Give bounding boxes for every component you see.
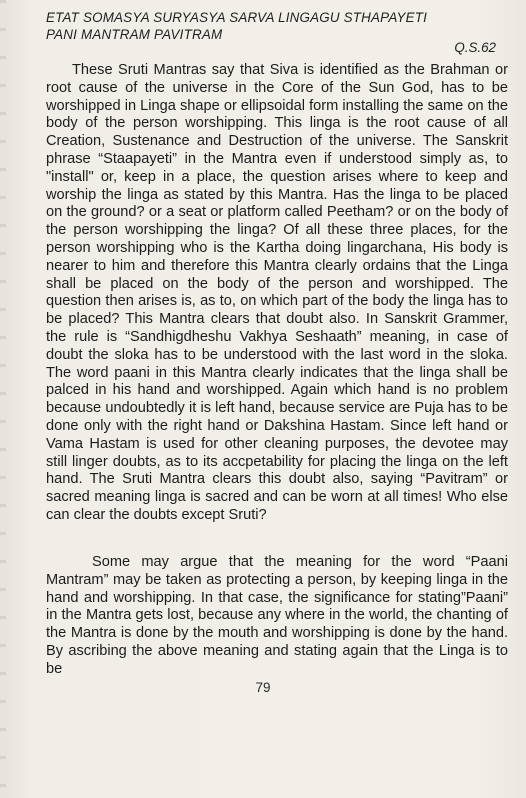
- mantra-heading: [46, 9, 486, 43]
- page-binding-edge: [0, 0, 6, 798]
- mantra-heading-line-1: ETAT SOMASYA SURYASYA SARVA LINGAGU STHAPAYETI: [46, 10, 428, 25]
- mantra-heading-line-2: PANI MANTRAM PAVITRAM: [46, 27, 223, 42]
- body-paragraph-1: These Sruti Mantras say that Siva is identified as the Brahman or root cause of the universe in the Core of the Sun God, has to be worshipped in Linga shape or ellipsoidal form installing the same on the body of the person worshipping. This linga is the root cause of all Creation, Sustenance and Destruction of the universe. The Sanskrit phrase “Staapayeti” in the Mantra even if understood simply as, to "install" or, keep in a place, the question arises where to keep and worship the linga as stated by this Mantra. Has the linga to be placed on the ground? or a seat or platform called Peetham? or on the body of the person worshipping the linga? Of all these three places, for the person worshipping who is the Kartha doing lingarchana, His body is nearer to him and therefore this Mantra clearly ordains that the Linga shall be placed on the body of the person and worshipped. The question then arises is, as to, on which part of the body the linga has to be placed? This Mantra clears that doubt also. In Sanskrit Grammer, the rule is “Sandhigdheshu Vakhya Seshaath” meaning, in case of doubt the sloka has to be understood with the last word in the sloka. The word paani in this Mantra clearly indicates that the linga shall be palced in his hand and worshipped. Again which hand is no problem because undoubtedly it is left hand, because service are Puja has to be done only with the right hand or Dakshina Hastam. Since left hand or Vama Hastam is used for other cleaning purposes, the devotee may still linger doubts, as to its accpetability for placing the linga on the left hand. The Sruti Mantra clears this doubt also, saying “Pavitram” or sacred meaning linga is sacred and can be worn at all times! Who else can clear the doubts except Sruti?: [46, 62, 508, 523]
- page-number: 79: [255, 680, 271, 695]
- verse-reference: Q.S.62: [454, 40, 496, 55]
- body-paragraph-2: Some may argue that the meaning for the word “Paani Mantram” may be taken as protecting a person, by keeping linga in the hand and worshipping. In that case, the significance for stating”Paani” in the Mantra gets lost, because any where in the world, the chanting of the Mantra is done by the mouth and worshipping is done by the hand. By ascribing the above meaning and stating again that the Linga is to be: [46, 554, 508, 677]
